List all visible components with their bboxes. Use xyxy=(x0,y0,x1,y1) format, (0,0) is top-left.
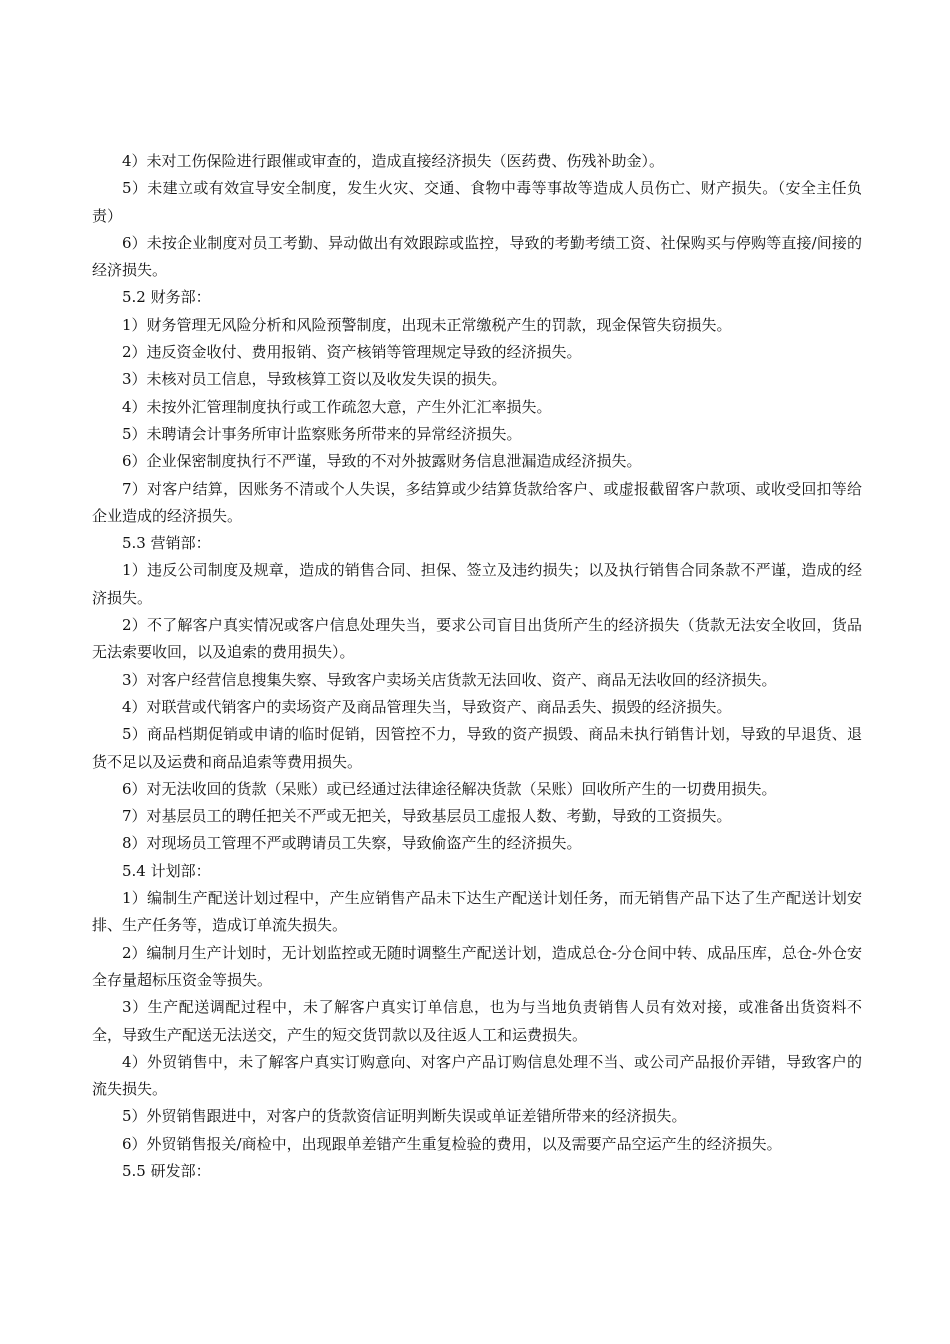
paragraph-planning-3: 3）生产配送调配过程中，未了解客户真实订单信息，也为与当地负责销售人员有效对接，或准备出货资料不全，导致生产配送无法送交，产生的短交货罚款以及往返人工和运费损失。 xyxy=(92,998,862,1044)
paragraph-finance-2: 2）违反资金收付、费用报销、资产核销等管理规定导致的经济损失。 xyxy=(122,343,582,362)
paragraph-finance-3: 3）未核对员工信息，导致核算工资以及收发失误的损失。 xyxy=(122,370,507,389)
paragraph-marketing-6: 6）对无法收回的货款（呆账）或已经通过法律途径解决货款（呆账）回收所产生的一切费用损失。 xyxy=(122,779,777,798)
section-heading-rnd: 5.5 研发部： xyxy=(122,1161,211,1180)
paragraph-planning-1: 1）编制生产配送计划过程中，产生应销售产品未下达生产配送计划任务，而无销售产品下达了生产配送计划安排、生产任务等，造成订单流失损失。 xyxy=(92,889,862,935)
paragraph-hr-5: 5）未建立或有效宣导安全制度，发生火灾、交通、食物中毒等事故等造成人员伤亡、财产损失。（安全主任负责） xyxy=(92,179,862,225)
paragraph-finance-5: 5）未聘请会计事务所审计监察账务所带来的异常经济损失。 xyxy=(122,424,522,443)
paragraph-finance-4: 4）未按外汇管理制度执行或工作疏忽大意，产生外汇汇率损失。 xyxy=(122,397,552,416)
paragraph-finance-6: 6）企业保密制度执行不严谨，导致的不对外披露财务信息泄漏造成经济损失。 xyxy=(122,452,642,471)
paragraph-marketing-3: 3）对客户经营信息搜集失察、导致客户卖场关店货款无法回收、资产、商品无法收回的经济损失。 xyxy=(122,670,777,689)
paragraph-marketing-7: 7）对基层员工的聘任把关不严或无把关，导致基层员工虚报人数、考勤，导致的工资损失。 xyxy=(122,807,732,826)
paragraph-marketing-5: 5）商品档期促销或申请的临时促销，因管控不力，导致的资产损毁、商品未执行销售计划，导致的早退货、退货不足以及运费和商品追索等费用损失。 xyxy=(92,725,862,771)
paragraph-marketing-8: 8）对现场员工管理不严或聘请员工失察，导致偷盗产生的经济损失。 xyxy=(122,834,582,853)
paragraph-hr-4: 4）未对工伤保险进行跟催或审查的，造成直接经济损失（医药费、伤残补助金）。 xyxy=(122,152,665,170)
paragraph-planning-6: 6）外贸销售报关/商检中，出现跟单差错产生重复检验的费用，以及需要产品空运产生的经济损失。 xyxy=(122,1134,782,1153)
paragraph-planning-5: 5）外贸销售跟进中，对客户的货款资信证明判断失误或单证差错所带来的经济损失。 xyxy=(122,1107,687,1126)
paragraph-hr-6: 6）未按企业制度对员工考勤、异动做出有效跟踪或监控，导致的考勤考绩工资、社保购买与停购等直接/间接的经济损失。 xyxy=(92,233,862,280)
section-heading-marketing: 5.3 营销部： xyxy=(122,534,211,553)
section-heading-planning: 5.4 计划部： xyxy=(122,861,211,880)
section-heading-finance: 5.2 财务部： xyxy=(122,288,211,307)
paragraph-finance-7: 7）对客户结算，因账务不清或个人失误，多结算或少结算货款给客户、或虚报截留客户款项、或收受回扣等给企业造成的经济损失。 xyxy=(92,479,862,525)
paragraph-finance-1: 1）财务管理无风险分析和风险预警制度，出现未正常缴税产生的罚款，现金保管失窃损失。 xyxy=(122,315,732,334)
paragraph-marketing-4: 4）对联营或代销客户的卖场资产及商品管理失当，导致资产、商品丢失、损毁的经济损失。 xyxy=(122,697,732,716)
paragraph-marketing-2: 2）不了解客户真实情况或客户信息处理失当，要求公司盲目出货所产生的经济损失（货款无法安全收回，货品无法索要收回，以及追索的费用损失）。 xyxy=(92,616,862,662)
paragraph-planning-2: 2）编制月生产计划时，无计划监控或无随时调整生产配送计划，造成总仓-分仓间中转、成品压库，总仓-外仓安全存量超标压资金等损失。 xyxy=(92,943,862,989)
paragraph-planning-4: 4）外贸销售中，未了解客户真实订购意向、对客户产品订购信息处理不当、或公司产品报价弄错，导致客户的流失损失。 xyxy=(92,1052,862,1099)
paragraph-marketing-1: 1）违反公司制度及规章，造成的销售合同、担保、签立及违约损失；以及执行销售合同条款不严谨，造成的经济损失。 xyxy=(92,561,862,607)
document-body xyxy=(92,148,862,1185)
